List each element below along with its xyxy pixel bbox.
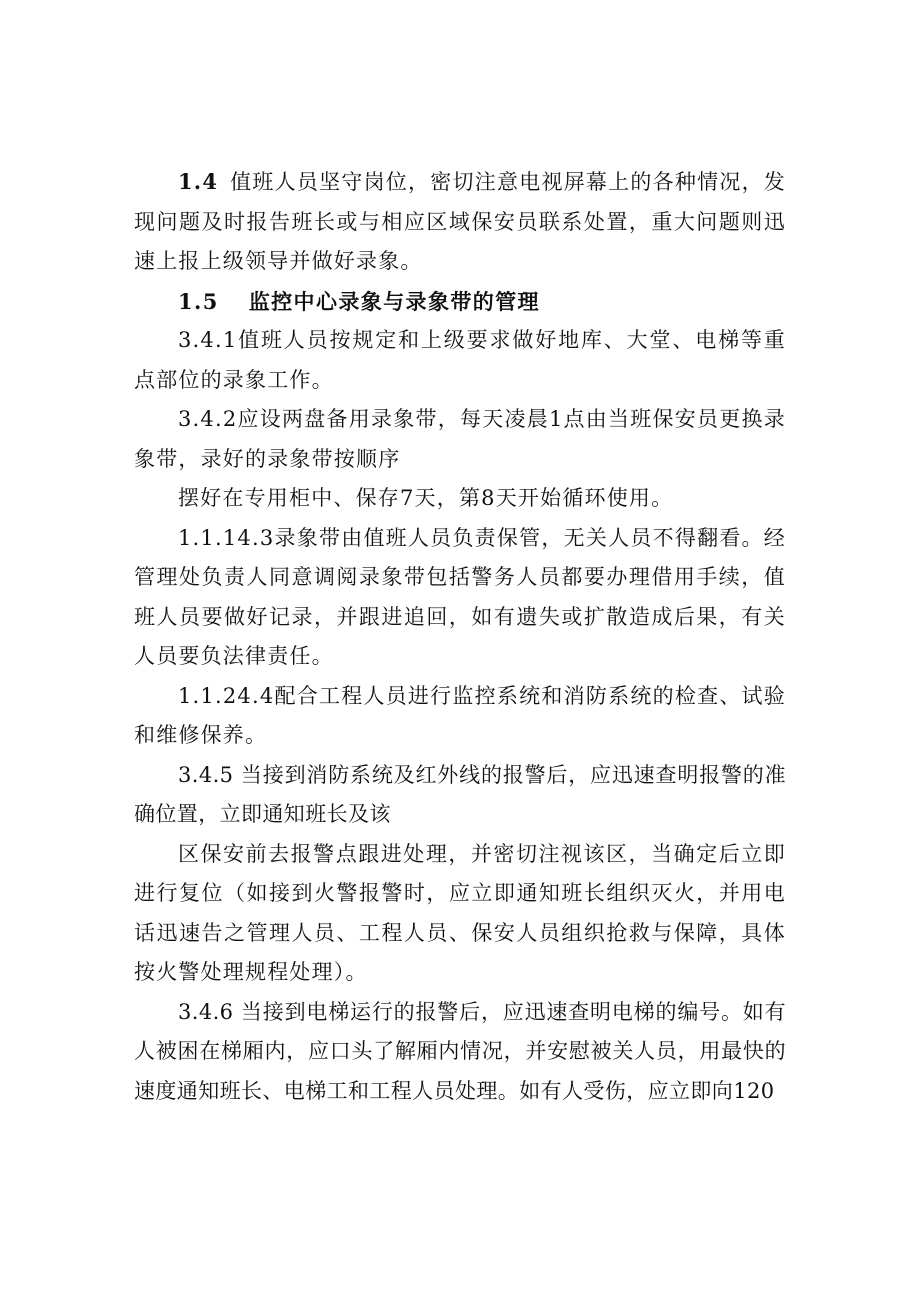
paragraph-4-3: 1.1.14.3录象带由值班人员负责保管，无关人员不得翻看。经管理处负责人同意调阅录象带包括警务人员都要办理借用手续，值班人员要做好记录，并跟进追回，如有遗失或扩散造成后果，有关人员要负法律责任。 [134,525,786,668]
heading-number: 1.5 [178,288,219,314]
paragraph-1-4 [134,162,786,282]
paragraph-3-4-5-continued: 区保安前去报警点跟进处理，并密切注视该区，当确定后立即进行复位（如接到火警报警时，应立即通知班长组织灭火，并用电话迅速告之管理人员、工程人员、保安人员组织抢救与保障，具体按火警处理规程处理）。 [134,841,786,984]
paragraph-text: 值班人员坚守岗位，密切注意电视屏幕上的各种情况，发现问题及时报告班长或与相应区域保安员联系处置，重大问题则迅速上报上级领导并做好录象。 [134,170,786,273]
paragraph-3-4-6: 3.4.6 当接到电梯运行的报警后，应迅速查明电梯的编号。如有人被困在梯厢内，应口头了解厢内情况，并安慰被关人员，用最快的速度通知班长、电梯工和工程人员处理。如有人受伤，应立即向120 [134,999,786,1103]
section-heading-1-5 [134,282,786,322]
document-page [134,162,786,1111]
heading-text: 监控中心录象与录象带的管理 [248,288,540,314]
paragraph-3-4-1: 3.4.1值班人员按规定和上级要求做好地库、大堂、电梯等重点部位的录象工作。 [134,328,786,392]
paragraph-3-4-2-continued: 摆好在专用柜中、保存7天，第8天开始循环使用。 [178,486,674,510]
paragraph-3-4-2: 3.4.2应设两盘备用录象带，每天凌晨1点由当班保安员更换录象带，录好的录象带按顺序 [134,407,786,471]
paragraph-4-4: 1.1.24.4配合工程人员进行监控系统和消防系统的检查、试验和维修保养。 [134,683,786,747]
section-number: 1.4 [178,169,219,194]
paragraph-3-4-5: 3.4.5 当接到消防系统及红外线的报警后，应迅速查明报警的准确位置，立即通知班长及该 [134,762,786,826]
